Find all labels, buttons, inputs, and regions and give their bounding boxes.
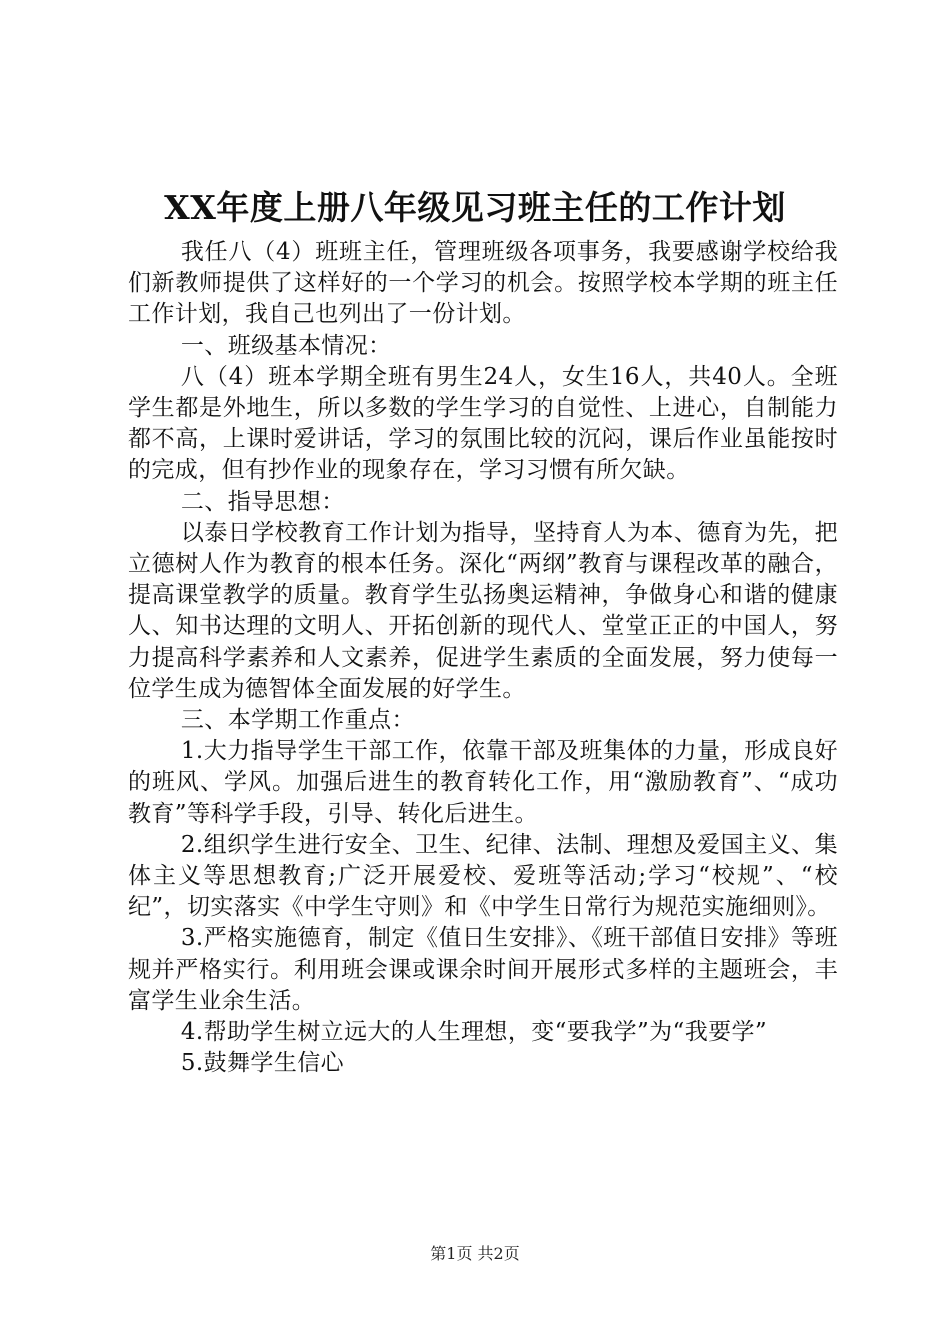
page-number: 第1页 共2页 xyxy=(430,1244,520,1263)
work-focus-item-3: 3.严格实施德育，制定《值日生安排》、《班干部值日安排》等班规并严格实行。利用班会课或课余时间开展形式多样的主题班会，丰富学生业余生活。 xyxy=(128,925,838,1014)
document-body xyxy=(128,237,838,1079)
intro-paragraph: 我任八（4）班班主任，管理班级各项事务，我要感谢学校给我们新教师提供了这样好的一个学习的机会。按照学校本学期的班主任工作计划，我自己也列出了一份计划。 xyxy=(128,239,838,328)
section-heading-work-focus: 三、本学期工作重点： xyxy=(180,707,415,734)
section-heading-class-situation: 一、班级基本情况： xyxy=(180,332,392,359)
work-focus-item-1: 1.大力指导学生干部工作，依靠干部及班集体的力量，形成良好的班风、学风。加强后进生的教育转化工作，用“激励教育”、“成功教育”等科学手段，引导、转化后进生。 xyxy=(128,738,838,827)
work-focus-item-4: 4.帮助学生树立远大的人生理想，变“要我学”为“我要学” xyxy=(180,1019,768,1046)
work-focus-item-2: 2.组织学生进行安全、卫生、纪律、法制、理想及爱国主义、集体主义等思想教育;广泛开展爱校、爱班等活动;学习“校规”、“校纪”，切实落实《中学生守则》和《中学生日常行为规范实施细则》。 xyxy=(128,831,838,921)
guiding-thought-paragraph: 以泰日学校教育工作计划为指导，坚持育人为本、德育为先，把立德树人作为教育的根本任务。深化“两纲”教育与课程改革的融合，提高课堂教学的质量。教育学生弘扬奥运精神，争做身心和谐的健康人、知书达理的文明人、开拓创新的现代人、堂堂正正的中国人，努力提高科学素养和人文素养，促进学生素质的全面发展，努力使每一位学生成为德智体全面发展的好学生。 xyxy=(128,519,838,702)
work-focus-item-5: 5.鼓舞学生信心 xyxy=(180,1050,345,1077)
class-situation-paragraph: 八（4）班本学期全班有男生24人，女生16人，共40人。全班学生都是外地生，所以多数的学生学习的自觉性、上进心，自制能力都不高，上课时爱讲话，学习的氛围比较的沉闷，课后作业虽能按时的完成，但有抄作业的现象存在，学习习惯有所欠缺。 xyxy=(128,363,838,484)
document-title: XX年度上册八年级见习班主任的工作计划 xyxy=(164,188,786,227)
section-heading-guiding-thought: 二、指导思想： xyxy=(180,488,345,515)
